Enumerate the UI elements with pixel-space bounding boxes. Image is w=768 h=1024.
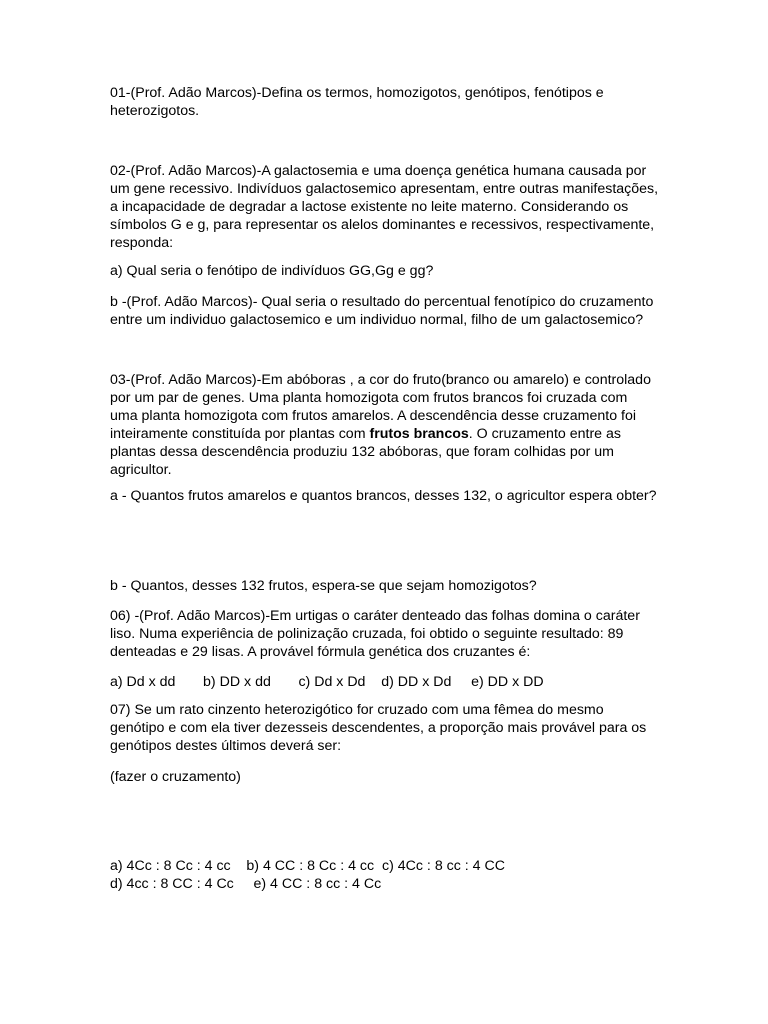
question-03-item-a-text: a - Quantos frutos amarelos e quantos brancos, desses 132, o agricultor espera obter? bbox=[110, 488, 657, 504]
question-02-line-3: a incapacidade de degradar a lactose existente no leite materno. Considerando os bbox=[110, 199, 629, 215]
question-02-item-a bbox=[110, 262, 710, 280]
question-03-item-b-text: b - Quantos, desses 132 frutos, espera-se que sejam homozigotos? bbox=[110, 578, 537, 594]
question-01-line-1: 01-(Prof. Adão Marcos)-Defina os termos, homozigotos, genótipos, fenótipos e bbox=[110, 85, 604, 101]
question-02 bbox=[110, 162, 710, 252]
question-06-line-3: denteadas e 29 lisas. A provável fórmula genética dos cruzantes é: bbox=[110, 644, 531, 660]
question-03-line-6: agricultor. bbox=[110, 462, 172, 478]
question-07-line-3: genótipos destes últimos deverá ser: bbox=[110, 738, 342, 754]
question-03-line-4 bbox=[110, 425, 710, 443]
question-01 bbox=[110, 84, 710, 120]
question-03 bbox=[110, 371, 710, 479]
question-02-item-a-text: a) Qual seria o fenótipo de indivíduos GG,Gg e gg? bbox=[110, 263, 434, 279]
question-02-item-b-line-2: entre um individuo galactosemico e um individuo normal, filho de um galactosemico? bbox=[110, 312, 644, 328]
question-03-line-3: uma planta homozigota com frutos amarelos. A descendência desse cruzamento foi bbox=[110, 408, 637, 424]
question-03-line-1: 03-(Prof. Adão Marcos)-Em abóboras , a cor do fruto(branco ou amarelo) e controlado bbox=[110, 372, 651, 388]
question-07-options-line-1: a) 4Cc : 8 Cc : 4 cc b) 4 CC : 8 Cc : 4 cc c) 4Cc : 8 cc : 4 CC bbox=[110, 858, 505, 874]
question-02-line-4: símbolos G e g, para representar os alelos dominantes e recessivos, respectivamente, bbox=[110, 217, 655, 233]
question-07-options-line-2: d) 4cc : 8 CC : 4 Cc e) 4 CC : 8 cc : 4 Cc bbox=[110, 876, 382, 892]
question-03-item-a bbox=[110, 487, 710, 505]
question-03-line-2: por um par de genes. Uma planta homozigota com frutos brancos foi cruzada com bbox=[110, 390, 628, 406]
question-03-line-4-post: . O cruzamento entre as bbox=[468, 426, 621, 442]
question-03-line-4-pre: inteiramente constituída por plantas com bbox=[110, 426, 370, 442]
question-07-line-1: 07) Se um rato cinzento heterozigótico for cruzado com uma fêmea do mesmo bbox=[110, 702, 604, 718]
question-02-line-2: um gene recessivo. Indivíduos galactosemico apresentam, entre outras manifestações, bbox=[110, 181, 659, 197]
question-06-line-2: liso. Numa experiência de polinização cruzada, foi obtido o seguinte resultado: 89 bbox=[110, 626, 624, 642]
question-01-line-2: heterozigotos. bbox=[110, 103, 200, 119]
question-07 bbox=[110, 701, 710, 755]
question-07-note-text: (fazer o cruzamento) bbox=[110, 769, 241, 785]
question-03-item-b bbox=[110, 577, 710, 595]
question-03-line-5: plantas dessa descendência produziu 132 abóboras, que foram colhidas por um bbox=[110, 444, 614, 460]
question-06 bbox=[110, 607, 710, 661]
question-02-line-1: 02-(Prof. Adão Marcos)-A galactosemia e uma doença genética humana causada por bbox=[110, 163, 647, 179]
question-02-line-5: responda: bbox=[110, 235, 174, 251]
question-06-options-text: a) Dd x dd b) DD x dd c) Dd x Dd d) DD x Dd e) DD x DD bbox=[110, 674, 544, 690]
question-06-line-1: 06) -(Prof. Adão Marcos)-Em urtigas o caráter denteado das folhas domina o caráter bbox=[110, 608, 640, 624]
question-07-options bbox=[110, 857, 710, 893]
question-07-line-2: genótipo e com ela tiver dezesseis descendentes, a proporção mais provável para os bbox=[110, 720, 647, 736]
bold-phrase-frutos-brancos: frutos brancos bbox=[369, 426, 469, 442]
question-07-note bbox=[110, 768, 710, 786]
question-02-item-b-line-1: b -(Prof. Adão Marcos)- Qual seria o resultado do percentual fenotípico do cruzamento bbox=[110, 294, 654, 310]
question-06-options bbox=[110, 673, 710, 691]
question-02-item-b bbox=[110, 293, 710, 329]
